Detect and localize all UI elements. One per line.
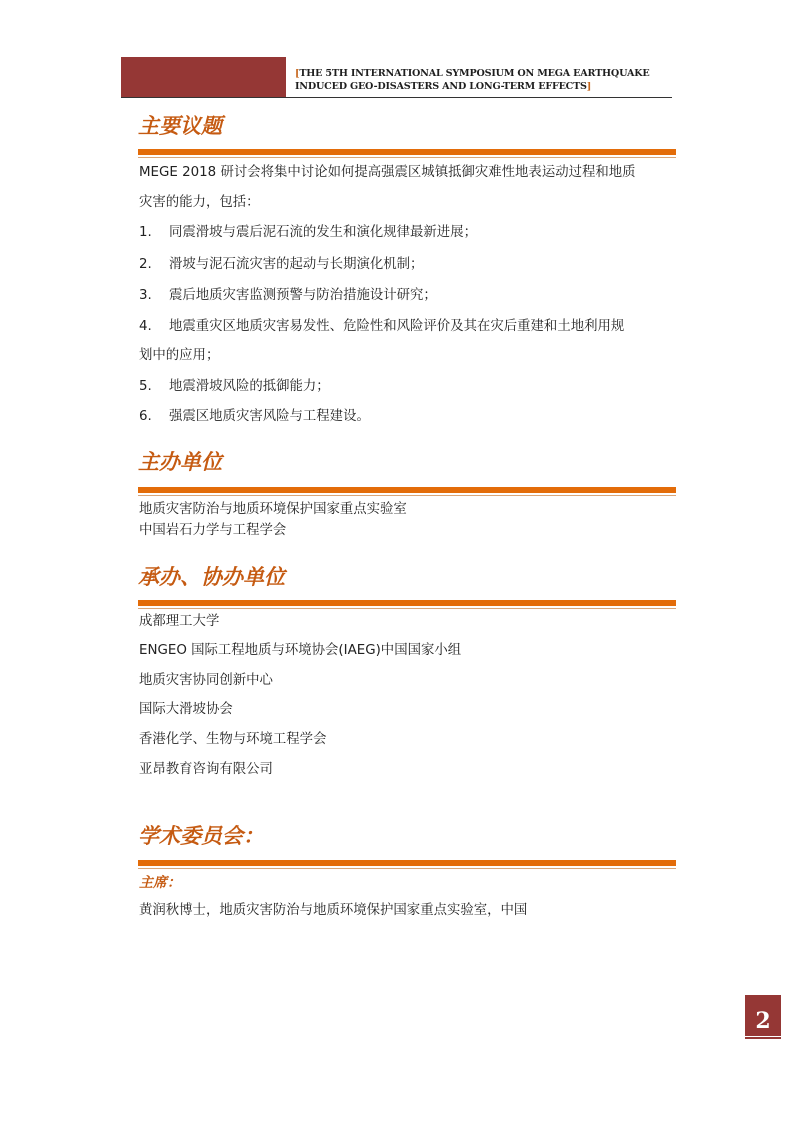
page-number-rule xyxy=(745,1037,781,1039)
co-organizers-title: 承办、协办单位 xyxy=(138,565,285,589)
co-organizer-item: ENGEO 国际工程地质与环境协会(IAEG)中国国家小组 xyxy=(139,643,462,658)
page-number: 2 xyxy=(755,1008,771,1034)
header-line-1: THE 5TH INTERNATIONAL SYMPOSIUM ON MEGA EARTHQUAKE xyxy=(299,68,650,79)
header-color-block xyxy=(121,57,286,98)
topics-title: 主要议题 xyxy=(138,114,222,138)
organizer-item: 地质灾害防治与地质环境保护国家重点实验室 xyxy=(139,502,407,517)
topics-rule xyxy=(138,149,676,155)
topic-item: 1. 同震滑坡与震后泥石流的发生和演化规律最新进展； xyxy=(139,225,477,240)
topic-item: 2. 滑坡与泥石流灾害的起动与长期演化机制； xyxy=(139,257,424,272)
topics-intro-line-2: 灾害的能力，包括： xyxy=(139,195,260,210)
topic-item: 6. 强震区地质灾害风险与工程建设。 xyxy=(139,409,370,424)
co-organizer-item: 国际大滑坡协会 xyxy=(139,702,233,717)
co-organizer-item: 香港化学、生物与环境工程学会 xyxy=(139,732,327,747)
topics-intro-line-1: MEGE 2018 研讨会将集中讨论如何提高强震区城镇抵御灾难性地表运动过程和地质 xyxy=(139,165,636,180)
header-rule xyxy=(121,97,672,98)
co-organizer-item: 地质灾害协同创新中心 xyxy=(139,673,273,688)
committee-rule xyxy=(138,860,676,866)
chair-text: 黄润秋博士，地质灾害防治与地质环境保护国家重点实验室，中国 xyxy=(139,903,528,918)
co-organizer-item: 成都理工大学 xyxy=(139,614,220,629)
co-organizers-rule xyxy=(138,600,676,606)
topic-item-continued: 划中的应用； xyxy=(139,348,220,363)
topic-item: 4. 地震重灾区地质灾害易发性、危险性和风险评价及其在灾后重建和土地利用规 xyxy=(139,319,625,334)
topic-item: 3. 震后地质灾害监测预警与防治措施设计研究； xyxy=(139,288,437,303)
organizers-rule xyxy=(138,487,676,493)
header-line-2: INDUCED GEO-DISASTERS AND LONG-TERM EFFECTS xyxy=(295,81,587,92)
committee-title: 学术委员会： xyxy=(138,824,264,848)
header-title: [THE 5TH INTERNATIONAL SYMPOSIUM ON MEGA EARTHQUAKE INDUCED GEO-DISASTERS AND LONG-TERM EFFECTS] xyxy=(295,68,650,92)
co-organizer-item: 亚昂教育咨询有限公司 xyxy=(139,762,273,777)
chair-label: 主席： xyxy=(139,875,181,891)
organizers-title: 主办单位 xyxy=(138,450,222,474)
organizer-item: 中国岩石力学与工程学会 xyxy=(139,523,287,538)
topic-item: 5. 地震滑坡风险的抵御能力； xyxy=(139,379,330,394)
